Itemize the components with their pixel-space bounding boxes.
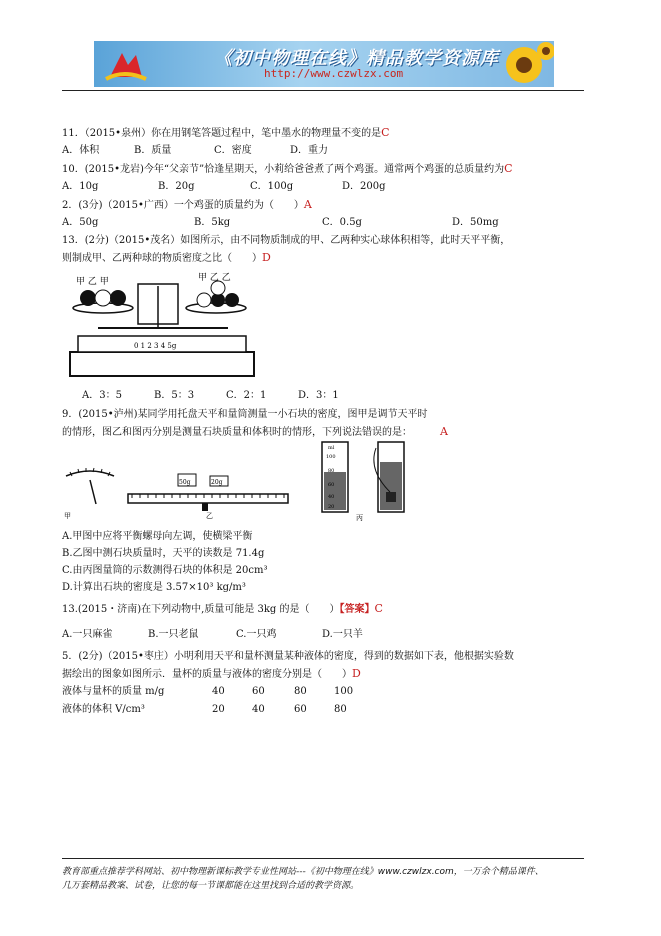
question-7-line-2: 据绘出的图象如图所示．量杯的质量与液体的密度分别是（ ）D [62,667,361,680]
cylinder-tick-80: 80 [328,468,335,474]
banner-title: 《初中物理在线》精品教学资源库 [214,48,499,69]
q5-option-a: A.甲图中应将平衡螺母向左调，使横梁平衡 [62,531,253,542]
q4-option-b: B．5：3 [154,390,195,401]
banner-url: http://www.czwlzx.com [264,67,404,80]
question-4-line-2: 则制成甲、乙两种球的物质密度之比（ ）D [62,251,271,264]
cylinder-tick-40: 40 [328,494,335,500]
table-cell: 80 [294,686,307,697]
site-logo [102,45,148,83]
answer: D [262,251,271,264]
table-cell: 100 [334,686,354,697]
q2-option-b: B．20g [158,181,195,192]
q4-option-a: A．3：5 [82,390,122,401]
q2-option-d: D．200g [342,181,386,192]
answer: C [381,126,390,139]
question-5-line-2: 的情形，图乙和图丙分别是测量石块质量和体积时的情形，下列说法错误的是： A [62,425,448,438]
q3-option-c: C．0.5g [322,217,362,228]
answer: A [440,425,448,438]
q4-option-c: C．2：1 [226,390,267,401]
balance-figure [68,272,258,382]
q2-option-c: C．100g [250,181,294,192]
footer-rule [62,858,584,859]
q2-option-a: A．10g [62,181,99,192]
weight-20g: 20g [211,479,223,486]
table-cell: 60 [294,704,307,715]
question-4-line-1: 13．(2分)（2015•茂名）如图所示，由不同物质制成的甲、乙两种实心球体积相等，此时天平平衡， [62,235,511,246]
q1-option-b: B．质量 [134,145,172,156]
q6-option-c: C.一只鸡 [236,629,277,640]
question-7-line-1: 5．(2分)（2015•枣庄）小明利用天平和量杯测量某种液体的密度，得到的数据如下表，他根据实验数 [62,651,514,662]
q3-option-d: D．50mg [452,217,499,228]
table-cell: 80 [334,704,347,715]
q1-option-c: C．密度 [214,145,252,156]
q1-option-d: D．重力 [290,145,329,156]
q1-option-a: A．体积 [62,145,100,156]
cylinder-tick-20: 20 [328,504,335,510]
table-row-label: 液体的体积 V/cm³ [62,704,145,715]
fig-jia-label: 甲 [64,512,71,520]
q3-option-a: A．50g [62,217,99,228]
q6-option-b: B.一只老鼠 [148,629,199,640]
fig-yi-label: 乙 [206,512,213,520]
pan-left-label: 甲 乙 甲 [76,277,109,287]
table-row-label: 液体与量杯的质量 m/g [62,686,165,697]
weight-50g: 50g [179,479,191,486]
q5-option-c: C.由丙图量筒的示数测得石块的体积是 20cm³ [62,565,268,576]
q3-option-b: B．5kg [194,217,231,228]
header-rule [62,90,584,91]
q6-option-d: D.一只羊 [322,629,363,640]
sunflower-image [494,41,554,87]
question-2: 10．(2015•龙岩)今年“父亲节”恰逢星期天，小莉给爸爸煮了两个鸡蛋。通常两个鸡蛋的总质量约为C [62,162,513,175]
cylinder-unit: ml [328,445,335,451]
question-6: 13.(2015・济南)在下列动物中,质量可能是 3kg 的是（ ）【答案】C [62,602,383,615]
table-cell: 20 [212,704,225,715]
footer-line-1: 教育部重点推荐学科网站、初中物理新课标教学专业性网站---《初中物理在线》www.czwlzx.com，一万余个精品课件、 [62,867,544,877]
question-3: 2．(3分)（2015•广西）一个鸡蛋的质量约为（ ）A [62,198,312,211]
cylinder-tick-60: 60 [328,482,335,488]
answer: D [352,667,361,680]
question-1: 11．（2015•泉州）你在用钢笔答题过程中，笔中墨水的物理量不变的是C [62,126,390,139]
table-cell: 60 [252,686,265,697]
table-cell: 40 [252,704,265,715]
answer: C [374,602,383,615]
cylinder-tick-100: 100 [326,454,336,460]
header-banner [94,41,554,87]
answer-tag: 【答案】 [339,604,375,615]
fig-bing-label: 丙 [356,514,363,522]
table-cell: 40 [212,686,225,697]
q5-option-d: D.计算出石块的密度是 3.57×10³ kg/m³ [62,582,246,593]
q4-option-d: D．3：1 [298,390,339,401]
pan-right-label: 甲 乙 乙 [198,273,231,283]
q6-option-a: A.一只麻雀 [62,629,113,640]
q5-option-b: B.乙图中测石块质量时，天平的读数是 71.4g [62,548,265,559]
answer: C [504,162,513,175]
question-5-line-1: 9．(2015•泸州)某同学用托盘天平和量筒测量一小石块的密度，图甲是调节天平时 [62,409,428,420]
measurement-figures [60,440,420,522]
footer-line-2: 几万套精品教案、试卷，让您的每一节课都能在这里找到合适的教学资源。 [62,881,360,891]
scale-ticks: 0 1 2 3 4 5g [134,342,177,350]
answer: A [303,198,312,211]
